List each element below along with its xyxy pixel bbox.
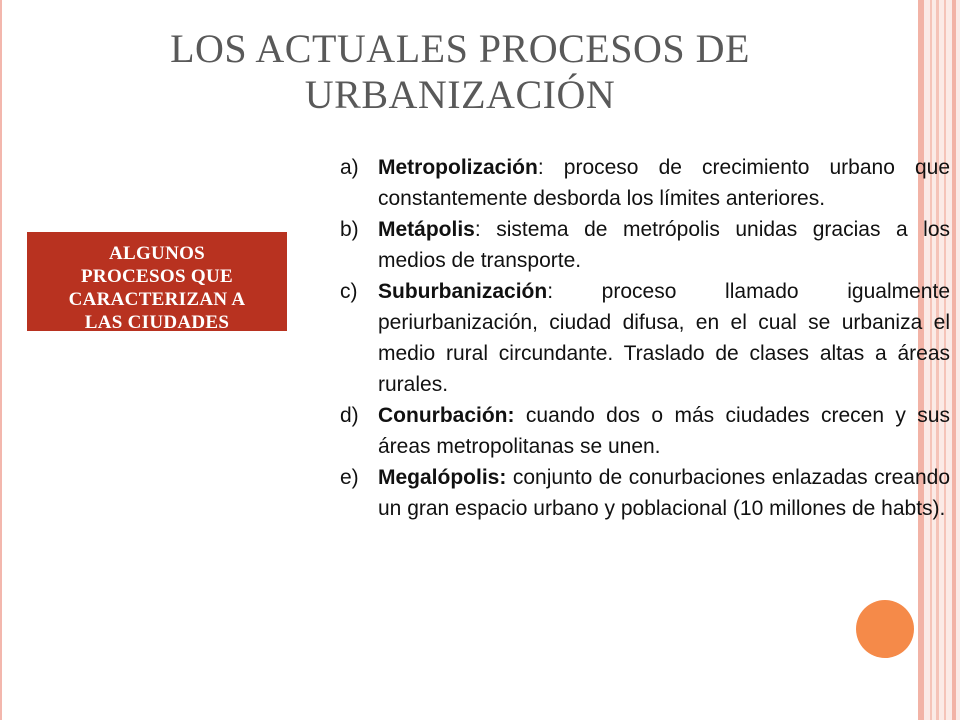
item-text: : proceso llamado igualmente periurbanización, ciudad difusa, en el cual se urbaniza el medio rural circundante. Traslado de clases altas a áreas rurales. xyxy=(378,280,950,396)
title-line-1: LOS ACTUALES PROCESOS DE xyxy=(170,26,750,71)
list-marker: d) xyxy=(340,404,359,427)
list-item xyxy=(340,400,950,462)
item-text: conjunto de conurbaciones enlazadas creando un gran espacio urbano y poblacional (10 millones de habts). xyxy=(378,466,950,520)
item-term: Metápolis xyxy=(378,218,475,241)
sidebar-box-line: ALGUNOS xyxy=(108,243,206,264)
item-text: : sistema de metrópolis unidas gracias a los medios de transporte. xyxy=(378,218,950,272)
sidebar-box xyxy=(27,232,287,331)
list-item xyxy=(340,214,950,276)
item-text: : proceso de crecimiento urbano que constantemente desborda los límites anteriores. xyxy=(378,156,950,210)
accent-circle xyxy=(856,600,914,658)
process-list xyxy=(340,152,950,524)
title-line-2: URBANIZACIÓN xyxy=(304,72,616,117)
item-term: Megalópolis: xyxy=(378,466,507,489)
stripe xyxy=(952,0,956,720)
sidebar-box-line: PROCESOS QUE xyxy=(81,266,233,287)
list-marker: a) xyxy=(340,156,359,179)
left-border xyxy=(0,0,2,720)
item-term: Metropolización xyxy=(378,156,538,179)
list-marker: b) xyxy=(340,218,359,241)
item-text: cuando dos o más ciudades crecen y sus áreas metropolitanas se unen. xyxy=(378,404,950,458)
item-term: Suburbanización xyxy=(378,280,548,303)
sidebar-box-line: LAS CIUDADES xyxy=(84,312,230,331)
list-marker: c) xyxy=(340,280,358,303)
sidebar-box-text xyxy=(27,242,287,331)
list-marker: e) xyxy=(340,466,359,489)
list-item xyxy=(340,276,950,400)
slide-title xyxy=(110,26,810,118)
sidebar-box-line: CARACTERIZAN A xyxy=(68,289,246,310)
item-term: Conurbación: xyxy=(378,404,515,427)
list-item xyxy=(340,152,950,214)
list-item xyxy=(340,462,950,524)
